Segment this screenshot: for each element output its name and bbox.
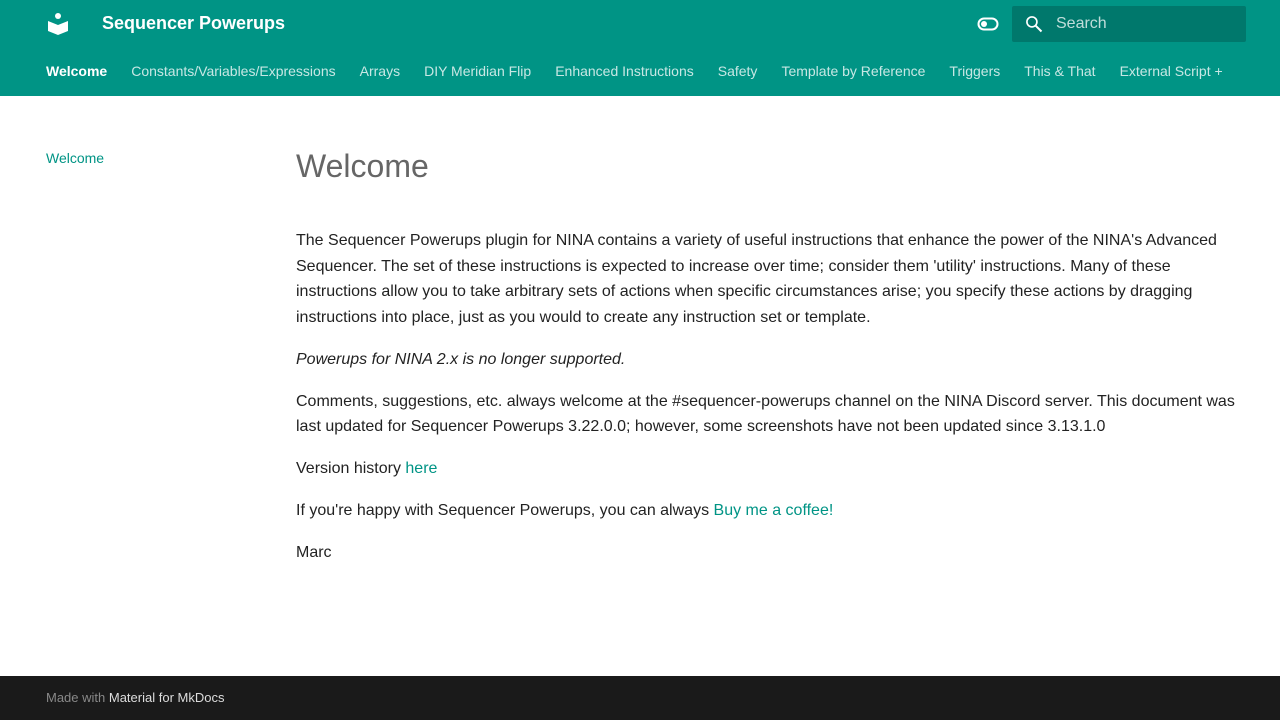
- tab-triggers[interactable]: Triggers: [949, 63, 1001, 79]
- site-title[interactable]: Sequencer Powerups: [102, 13, 286, 33]
- footer-prefix: Made with: [46, 690, 109, 705]
- coffee-text: If you're happy with Sequencer Powerups, you can always: [296, 502, 714, 519]
- tab-welcome[interactable]: Welcome: [46, 63, 108, 79]
- search-icon: [1024, 14, 1044, 34]
- signature: Marc: [296, 544, 332, 561]
- tab-diy-meridian-flip[interactable]: DIY Meridian Flip: [424, 63, 532, 79]
- tab-this-and-that[interactable]: This & That: [1024, 63, 1096, 79]
- intro-paragraph: The Sequencer Powerups plugin for NINA contains a variety of useful instructions that enhance the power of the NINA's Advanced Sequencer. The set of these instructions is expected to increase over time; consider them 'utility' instructions. Many of these instructions allow you to take arbitrary sets of actions when specific circumstances arise; you specify these actions by dragging instructions into place, just as you would to create any instruction set or template.: [296, 232, 1217, 326]
- main-content: [296, 146, 1241, 582]
- tab-enhanced-instructions[interactable]: Enhanced Instructions: [555, 63, 694, 79]
- sidebar-item-welcome[interactable]: Welcome: [46, 150, 105, 166]
- sidebar: [46, 150, 104, 166]
- version-history-link[interactable]: here: [405, 460, 438, 477]
- book-reader-logo-icon[interactable]: [46, 12, 70, 36]
- tab-safety[interactable]: Safety: [717, 63, 758, 79]
- nav-tabs: [46, 63, 1223, 79]
- header: [0, 0, 1280, 96]
- page-title: Welcome: [296, 148, 429, 184]
- search-box[interactable]: [1012, 6, 1246, 42]
- tab-external-script[interactable]: External Script +: [1119, 63, 1223, 79]
- mkdocs-material-link[interactable]: Material for MkDocs: [108, 690, 225, 705]
- comments-paragraph: Comments, suggestions, etc. always welcome at the #sequencer-powerups channel on the NINA Discord server. This document was last updated for Sequencer Powerups 3.22.0.0; however, some screenshots have not been updated since 3.13.1.0: [296, 392, 1235, 435]
- buy-coffee-link[interactable]: Buy me a coffee!: [713, 502, 834, 519]
- search-input[interactable]: [1056, 15, 1226, 33]
- tab-arrays[interactable]: Arrays: [359, 63, 401, 79]
- tab-constants[interactable]: Constants/Variables/Expressions: [131, 63, 336, 79]
- support-note: Powerups for NINA 2.x is no longer supported.: [296, 350, 626, 368]
- version-history-text: Version history: [296, 460, 406, 477]
- theme-toggle-icon[interactable]: [977, 16, 999, 32]
- footer: [0, 676, 1280, 720]
- tab-template-by-reference[interactable]: Template by Reference: [781, 63, 926, 79]
